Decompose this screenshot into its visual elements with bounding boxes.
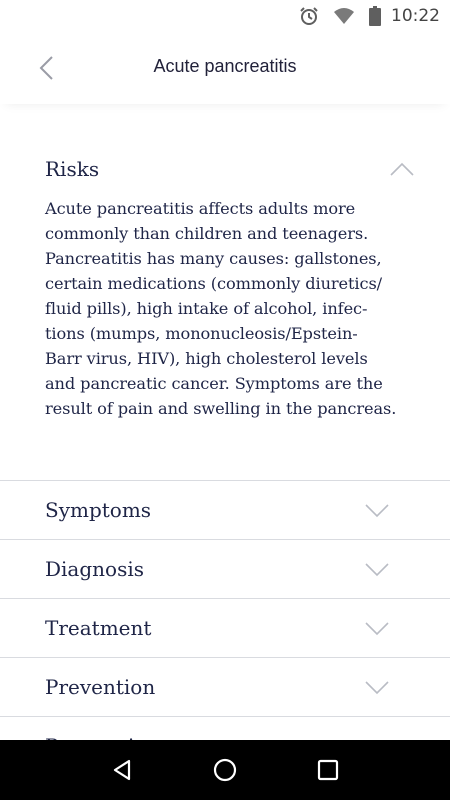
chevron-down-icon <box>364 620 390 636</box>
section-title: Treatment <box>45 616 152 640</box>
chevron-down-icon <box>364 561 390 577</box>
body-line: tions (mumps, mononucleosis/Epstein- <box>45 324 358 343</box>
section-body <box>45 196 405 421</box>
recents-square-icon <box>317 759 339 781</box>
section-title: Prevention <box>45 675 156 699</box>
body-line: commonly than children and teenagers. <box>45 224 369 243</box>
nav-recents-button[interactable] <box>308 750 348 790</box>
body-line: Barr virus, HIV), high cholesterol levels <box>45 349 368 368</box>
chevron-up-icon <box>389 161 415 177</box>
home-circle-icon <box>212 757 238 783</box>
content-area <box>0 104 450 740</box>
section-header-symptoms[interactable] <box>0 480 450 539</box>
page-title: Acute pancreatitis <box>153 56 297 76</box>
section-header-treatment[interactable] <box>0 598 450 657</box>
body-line: result of pain and swelling in the pancreas. <box>45 399 397 418</box>
body-line: fluid pills), high intake of alcohol, infec- <box>45 299 368 318</box>
nav-back-button[interactable] <box>102 750 142 790</box>
alarm-icon <box>299 6 319 26</box>
wifi-icon <box>333 7 355 25</box>
back-triangle-icon <box>110 758 134 782</box>
chevron-down-icon <box>364 679 390 695</box>
section-title: Diagnosis <box>45 557 145 581</box>
section-header-prevention[interactable] <box>0 657 450 716</box>
body-line: certain medications (commonly diuretics/ <box>45 274 383 293</box>
nav-home-button[interactable] <box>205 750 245 790</box>
app-header <box>0 32 450 104</box>
system-nav-bar <box>0 740 450 800</box>
chevron-down-icon <box>364 502 390 518</box>
status-time: 10:22 <box>391 6 440 26</box>
section-header-risks[interactable] <box>45 154 405 184</box>
section-header-diagnosis[interactable] <box>0 539 450 598</box>
section-title: Risks <box>45 157 100 181</box>
body-line: and pancreatic cancer. Symptoms are the <box>45 374 383 393</box>
accordion-list <box>0 480 450 775</box>
status-bar <box>0 0 450 32</box>
section-risks <box>0 154 450 421</box>
battery-icon <box>369 6 381 26</box>
body-line: Acute pancreatitis affects adults more <box>45 199 356 218</box>
section-title: Symptoms <box>45 498 152 522</box>
body-line: Pancreatitis has many causes: gallstones, <box>45 249 382 268</box>
